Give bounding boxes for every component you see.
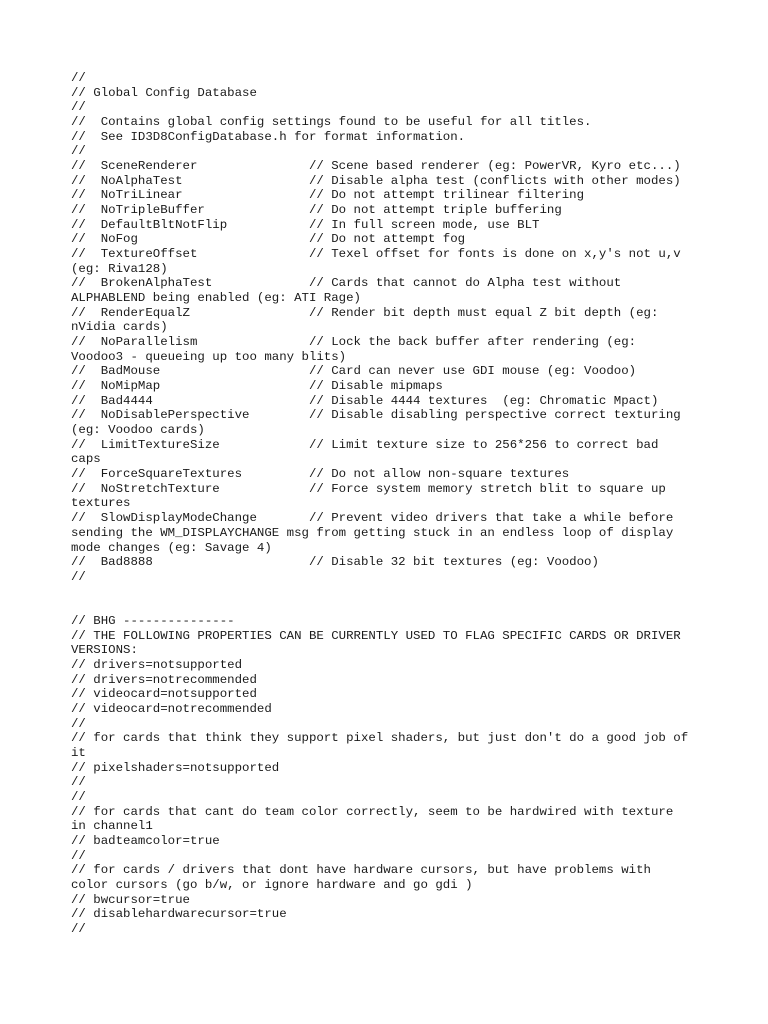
code-line: // SceneRenderer // Scene based renderer (eg: PowerVR, Kyro etc...) (71, 159, 681, 174)
code-line: // LimitTextureSize // Limit texture size to 256*256 to correct bad (71, 437, 659, 452)
code-line: // (71, 71, 86, 85)
code-line: // NoParallelism // Lock the back buffer after rendering (eg: (71, 335, 637, 350)
code-line: VERSIONS: (71, 643, 138, 658)
code-listing (71, 71, 711, 937)
code-line: // SlowDisplayModeChange // Prevent video drivers that take a while before (71, 511, 674, 526)
code-line: // TextureOffset // Texel offset for fonts is done on x,y's not u,v (71, 247, 681, 262)
code-line: nVidia cards) (71, 320, 168, 335)
code-line: // NoFog // Do not attempt fog (71, 232, 466, 247)
code-line: // THE FOLLOWING PROPERTIES CAN BE CURRENTLY USED TO FLAG SPECIFIC CARDS OR DRIVER (71, 628, 681, 643)
code-line: // (71, 569, 86, 584)
code-line: color cursors (go b/w, or ignore hardware and go gdi ) (71, 877, 473, 892)
code-line: // for cards that cant do team color correctly, seem to be hardwired with texture (71, 804, 674, 819)
code-line: // pixelshaders=notsupported (71, 760, 280, 775)
code-line: // (71, 775, 86, 790)
code-line: // NoMipMap // Disable mipmaps (71, 379, 443, 394)
code-line: // drivers=notrecommended (71, 672, 257, 687)
code-line: // (71, 789, 86, 804)
code-line: // NoDisablePerspective // Disable disabling perspective correct texturing (71, 408, 681, 423)
code-line: // NoTriLinear // Do not attempt trilinear filtering (71, 188, 585, 203)
code-line (71, 599, 711, 614)
code-line: // (71, 921, 86, 936)
code-line: // ForceSquareTextures // Do not allow non-square textures (71, 467, 570, 482)
code-line: // Bad4444 // Disable 4444 textures (eg: Chromatic Mpact) (71, 393, 659, 408)
code-line: // BHG --------------- (71, 613, 235, 628)
code-line: // bwcursor=true (71, 892, 190, 907)
code-line: // RenderEqualZ // Render bit depth must equal Z bit depth (eg: (71, 305, 659, 320)
code-line: // Contains global config settings found to be useful for all titles. (71, 115, 592, 130)
code-line: (eg: Riva128) (71, 261, 168, 276)
code-line: // NoAlphaTest // Disable alpha test (conflicts with other modes) (71, 173, 681, 188)
code-line: it (71, 745, 86, 760)
code-line: // See ID3D8ConfigDatabase.h for format information. (71, 129, 466, 144)
code-line: // BadMouse // Card can never use GDI mouse (eg: Voodoo) (71, 364, 637, 379)
code-line: // (71, 716, 86, 731)
code-line: ALPHABLEND being enabled (eg: ATI Rage) (71, 291, 361, 306)
code-line: textures (71, 496, 131, 511)
code-line: // BrokenAlphaTest // Cards that cannot do Alpha test without (71, 276, 622, 291)
code-line: // (71, 144, 86, 159)
code-line: // badteamcolor=true (71, 833, 220, 848)
code-line: caps (71, 452, 101, 467)
code-line: (eg: Voodoo cards) (71, 423, 205, 438)
code-line: // DefaultBltNotFlip // In full screen mode, use BLT (71, 217, 540, 232)
code-line: // videocard=notrecommended (71, 701, 272, 716)
code-line: // drivers=notsupported (71, 657, 243, 672)
code-line: // (71, 100, 86, 115)
code-line: // disablehardwarecursor=true (71, 907, 287, 922)
code-line (71, 585, 711, 600)
code-line: mode changes (eg: Savage 4) (71, 540, 272, 555)
code-line: // for cards that think they support pixel shaders, but just don't do a good job of (71, 731, 689, 746)
code-line: // videocard=notsupported (71, 687, 257, 702)
code-line: // Bad8888 // Disable 32 bit textures (eg: Voodoo) (71, 555, 599, 570)
code-line: // Global Config Database (71, 85, 257, 100)
code-line: Voodoo3 - queueing up too many blits) (71, 349, 347, 364)
code-line: // NoTripleBuffer // Do not attempt triple buffering (71, 203, 562, 218)
code-line: // for cards / drivers that dont have hardware cursors, but have problems with (71, 863, 651, 878)
code-line: // (71, 848, 86, 863)
code-line: sending the WM_DISPLAYCHANGE msg from getting stuck in an endless loop of display (71, 525, 674, 540)
code-line: in channel1 (71, 819, 153, 834)
code-line: // NoStretchTexture // Force system memory stretch blit to square up (71, 481, 666, 496)
